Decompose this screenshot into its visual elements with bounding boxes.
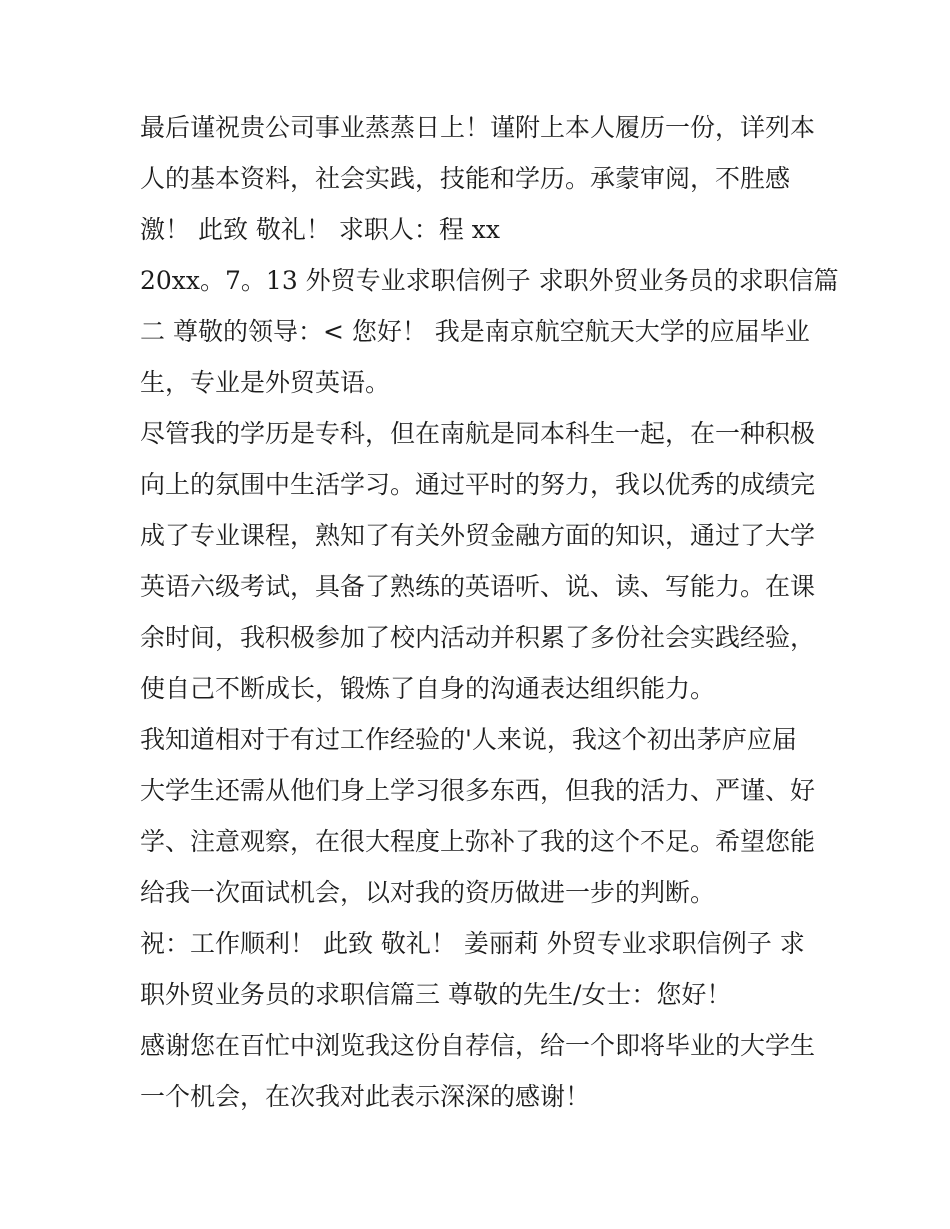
text-line-5: 二 尊敬的领导：< 您好！ 我是南京航空航天大学的应届毕业	[140, 317, 810, 346]
text-line-14: 大学生还需从他们身上学习很多东西，但我的活力、严谨、好	[140, 776, 816, 805]
text-line-7: 尽管我的学历是专科，但在南航是同本科生一起，在一种积极	[140, 419, 816, 448]
text-line-13: 我知道相对于有过工作经验的'人来说，我这个初出茅庐应届	[140, 725, 797, 754]
text-line-6: 生，专业是外贸英语。	[140, 368, 391, 397]
text-line-11: 余时间，我积极参加了校内活动并积累了多份社会实践经验，	[140, 623, 816, 652]
text-line-2: 人的基本资料，社会实践，技能和学历。承蒙审阅，不胜感	[140, 164, 791, 193]
text-line-4: 20xx。7。13 外贸专业求职信例子 求职外贸业务员的求职信篇	[140, 266, 839, 295]
letter-body	[140, 102, 839, 1122]
text-line-1: 最后谨祝贵公司事业蒸蒸日上！谨附上本人履历一份，详列本	[140, 113, 816, 142]
text-line-19: 感谢您在百忙中浏览我这份自荐信，给一个即将毕业的大学生	[140, 1031, 816, 1060]
text-line-18: 职外贸业务员的求职信篇三 尊敬的先生/女士：您好！	[140, 980, 732, 1009]
text-line-3: 激！ 此致 敬礼！ 求职人：程 xx	[140, 215, 500, 244]
text-line-9: 成了专业课程，熟知了有关外贸金融方面的知识，通过了大学	[140, 521, 816, 550]
text-line-15: 学、注意观察，在很大程度上弥补了我的这个不足。希望您能	[140, 827, 816, 856]
text-line-12: 使自己不断成长，锻炼了自身的沟通表达组织能力。	[140, 674, 716, 703]
text-line-10: 英语六级考试，具备了熟练的英语听、说、读、写能力。在课	[140, 572, 816, 601]
text-line-8: 向上的氛围中生活学习。通过平时的努力，我以优秀的成绩完	[140, 470, 816, 499]
text-line-16: 给我一次面试机会，以对我的资历做进一步的判断。	[140, 878, 716, 907]
text-line-17: 祝：工作顺利！ 此致 敬礼！ 姜丽莉 外贸专业求职信例子 求	[140, 929, 805, 958]
text-line-20: 一个机会，在次我对此表示深深的感谢！	[140, 1082, 591, 1111]
